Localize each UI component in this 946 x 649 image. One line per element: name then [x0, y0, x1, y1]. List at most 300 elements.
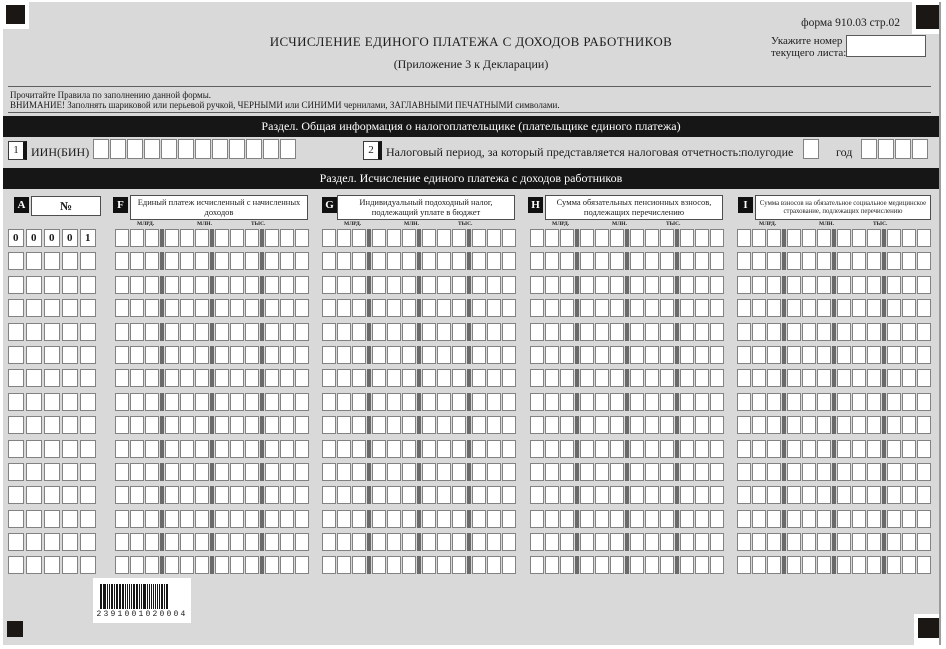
- digit-cell[interactable]: [710, 369, 724, 387]
- digit-cell[interactable]: [387, 533, 401, 551]
- digit-cell[interactable]: [62, 440, 78, 458]
- digit-cell[interactable]: [487, 369, 501, 387]
- digit-cell[interactable]: [710, 299, 724, 317]
- digit-cell[interactable]: [295, 346, 309, 364]
- digit-cell[interactable]: [912, 139, 928, 159]
- digit-cell[interactable]: [372, 323, 386, 341]
- digit-cell[interactable]: [837, 416, 851, 434]
- digit-cell[interactable]: [560, 299, 574, 317]
- digit-cell[interactable]: [680, 252, 694, 270]
- digit-cell[interactable]: [852, 299, 866, 317]
- digit-cell[interactable]: [902, 276, 916, 294]
- digit-cell[interactable]: [767, 346, 781, 364]
- digit-cell[interactable]: [610, 463, 624, 481]
- digit-cell[interactable]: [737, 346, 751, 364]
- digit-cell[interactable]: [660, 440, 674, 458]
- digit-cell[interactable]: [422, 369, 436, 387]
- digit-cell[interactable]: [322, 533, 336, 551]
- digit-cell[interactable]: [852, 463, 866, 481]
- digit-cell[interactable]: [352, 486, 366, 504]
- digit-cell[interactable]: [645, 393, 659, 411]
- digit-cell[interactable]: [62, 393, 78, 411]
- digit-cell[interactable]: [545, 556, 559, 574]
- digit-cell[interactable]: [422, 440, 436, 458]
- digit-cell[interactable]: [195, 533, 209, 551]
- digit-cell[interactable]: [230, 369, 244, 387]
- digit-cell[interactable]: [560, 346, 574, 364]
- digit-cell[interactable]: [44, 416, 60, 434]
- digit-cell[interactable]: [837, 486, 851, 504]
- digit-cell[interactable]: [767, 393, 781, 411]
- digit-cell[interactable]: [752, 416, 766, 434]
- digit-cell[interactable]: [337, 463, 351, 481]
- digit-cell[interactable]: [115, 299, 129, 317]
- digit-cell[interactable]: [630, 440, 644, 458]
- digit-cell[interactable]: [230, 346, 244, 364]
- digit-cell[interactable]: [502, 252, 516, 270]
- digit-cell[interactable]: [645, 323, 659, 341]
- digit-cell[interactable]: [115, 229, 129, 247]
- digit-cell[interactable]: [180, 486, 194, 504]
- digit-cell[interactable]: [737, 369, 751, 387]
- digit-cell[interactable]: [630, 393, 644, 411]
- digit-cell[interactable]: [867, 556, 881, 574]
- digit-cell[interactable]: [695, 533, 709, 551]
- digit-cell[interactable]: [710, 229, 724, 247]
- digit-cell[interactable]: [502, 533, 516, 551]
- digit-cell[interactable]: [195, 229, 209, 247]
- digit-cell[interactable]: [502, 299, 516, 317]
- digit-cell[interactable]: [502, 486, 516, 504]
- digit-cell[interactable]: [630, 416, 644, 434]
- digit-cell[interactable]: [887, 252, 901, 270]
- digit-cell[interactable]: [26, 252, 42, 270]
- digit-cell[interactable]: [93, 139, 109, 159]
- digit-cell[interactable]: [26, 393, 42, 411]
- digit-cell[interactable]: [422, 252, 436, 270]
- digit-cell[interactable]: 0: [26, 229, 42, 247]
- digit-cell[interactable]: [530, 556, 544, 574]
- digit-cell[interactable]: [295, 276, 309, 294]
- digit-cell[interactable]: [437, 510, 451, 528]
- digit-cell[interactable]: [145, 323, 159, 341]
- digit-cell[interactable]: [422, 323, 436, 341]
- digit-cell[interactable]: [452, 346, 466, 364]
- digit-cell[interactable]: 1: [80, 229, 96, 247]
- digit-cell[interactable]: [44, 486, 60, 504]
- digit-cell[interactable]: [115, 346, 129, 364]
- digit-cell[interactable]: [80, 440, 96, 458]
- digit-cell[interactable]: [402, 533, 416, 551]
- digit-cell[interactable]: [8, 369, 24, 387]
- digit-cell[interactable]: [852, 486, 866, 504]
- digit-cell[interactable]: [437, 229, 451, 247]
- digit-cell[interactable]: [230, 416, 244, 434]
- digit-cell[interactable]: [295, 369, 309, 387]
- digit-cell[interactable]: [437, 252, 451, 270]
- digit-cell[interactable]: [787, 440, 801, 458]
- digit-cell[interactable]: [215, 299, 229, 317]
- digit-cell[interactable]: [545, 440, 559, 458]
- digit-cell[interactable]: [710, 440, 724, 458]
- digit-cell[interactable]: [472, 393, 486, 411]
- digit-cell[interactable]: [245, 229, 259, 247]
- digit-cell[interactable]: [180, 463, 194, 481]
- digit-cell[interactable]: [817, 510, 831, 528]
- digit-cell[interactable]: [322, 416, 336, 434]
- digit-cell[interactable]: [595, 416, 609, 434]
- digit-cell[interactable]: [180, 346, 194, 364]
- digit-cell[interactable]: [352, 346, 366, 364]
- digit-cell[interactable]: [852, 533, 866, 551]
- digit-cell[interactable]: [437, 323, 451, 341]
- digit-cell[interactable]: [595, 440, 609, 458]
- digit-cell[interactable]: [195, 299, 209, 317]
- digit-cell[interactable]: [195, 556, 209, 574]
- digit-cell[interactable]: [502, 416, 516, 434]
- digit-cell[interactable]: [737, 299, 751, 317]
- digit-cell[interactable]: [115, 463, 129, 481]
- digit-cell[interactable]: [62, 346, 78, 364]
- digit-cell[interactable]: [165, 463, 179, 481]
- digit-cell[interactable]: [752, 533, 766, 551]
- digit-cell[interactable]: [530, 346, 544, 364]
- digit-cell[interactable]: [165, 252, 179, 270]
- digit-cell[interactable]: [695, 252, 709, 270]
- digit-cell[interactable]: [372, 229, 386, 247]
- digit-cell[interactable]: [802, 463, 816, 481]
- digit-cell[interactable]: [8, 510, 24, 528]
- digit-cell[interactable]: [530, 229, 544, 247]
- digit-cell[interactable]: [917, 416, 931, 434]
- digit-cell[interactable]: [802, 299, 816, 317]
- digit-cell[interactable]: [680, 556, 694, 574]
- digit-cell[interactable]: [710, 346, 724, 364]
- digit-cell[interactable]: [337, 533, 351, 551]
- digit-cell[interactable]: [787, 276, 801, 294]
- digit-cell[interactable]: [710, 252, 724, 270]
- digit-cell[interactable]: [752, 510, 766, 528]
- digit-cell[interactable]: [695, 346, 709, 364]
- digit-cell[interactable]: [752, 346, 766, 364]
- digit-cell[interactable]: [26, 463, 42, 481]
- digit-cell[interactable]: [787, 533, 801, 551]
- digit-cell[interactable]: [230, 299, 244, 317]
- digit-cell[interactable]: [917, 533, 931, 551]
- digit-cell[interactable]: [595, 463, 609, 481]
- digit-cell[interactable]: [710, 510, 724, 528]
- digit-cell[interactable]: [180, 416, 194, 434]
- digit-cell[interactable]: [230, 276, 244, 294]
- digit-cell[interactable]: [487, 440, 501, 458]
- digit-cell[interactable]: [560, 393, 574, 411]
- digit-cell[interactable]: [502, 323, 516, 341]
- digit-cell[interactable]: [422, 346, 436, 364]
- digit-cell[interactable]: [280, 276, 294, 294]
- digit-cell[interactable]: [560, 440, 574, 458]
- digit-cell[interactable]: [145, 533, 159, 551]
- digit-cell[interactable]: [767, 556, 781, 574]
- digit-cell[interactable]: [145, 556, 159, 574]
- digit-cell[interactable]: [145, 369, 159, 387]
- digit-cell[interactable]: [817, 346, 831, 364]
- digit-cell[interactable]: [322, 369, 336, 387]
- digit-cell[interactable]: [545, 393, 559, 411]
- digit-cell[interactable]: [402, 416, 416, 434]
- digit-cell[interactable]: [787, 252, 801, 270]
- digit-cell[interactable]: [645, 229, 659, 247]
- digit-cell[interactable]: [280, 323, 294, 341]
- digit-cell[interactable]: [145, 252, 159, 270]
- digit-cell[interactable]: [695, 369, 709, 387]
- digit-cell[interactable]: [630, 486, 644, 504]
- digit-cell[interactable]: [230, 229, 244, 247]
- digit-cell[interactable]: [452, 369, 466, 387]
- digit-cell[interactable]: [610, 252, 624, 270]
- digit-cell[interactable]: [422, 510, 436, 528]
- digit-cell[interactable]: [145, 416, 159, 434]
- digit-cell[interactable]: [8, 486, 24, 504]
- digit-cell[interactable]: [80, 556, 96, 574]
- digit-cell[interactable]: [545, 533, 559, 551]
- digit-cell[interactable]: [115, 440, 129, 458]
- digit-cell[interactable]: [372, 463, 386, 481]
- digit-cell[interactable]: [560, 556, 574, 574]
- digit-cell[interactable]: [215, 416, 229, 434]
- digit-cell[interactable]: [437, 393, 451, 411]
- digit-cell[interactable]: [352, 533, 366, 551]
- digit-cell[interactable]: [803, 139, 819, 159]
- digit-cell[interactable]: [837, 556, 851, 574]
- digit-cell[interactable]: [917, 346, 931, 364]
- digit-cell[interactable]: [737, 229, 751, 247]
- digit-cell[interactable]: [280, 556, 294, 574]
- digit-cell[interactable]: [295, 252, 309, 270]
- digit-cell[interactable]: [62, 486, 78, 504]
- digit-cell[interactable]: [8, 299, 24, 317]
- digit-cell[interactable]: [215, 229, 229, 247]
- digit-cell[interactable]: [280, 369, 294, 387]
- digit-cell[interactable]: [80, 369, 96, 387]
- digit-cell[interactable]: [372, 556, 386, 574]
- digit-cell[interactable]: [337, 229, 351, 247]
- digit-cell[interactable]: [245, 510, 259, 528]
- digit-cell[interactable]: [902, 252, 916, 270]
- digit-cell[interactable]: [437, 276, 451, 294]
- digit-cell[interactable]: [487, 416, 501, 434]
- digit-cell[interactable]: [837, 299, 851, 317]
- digit-cell[interactable]: [887, 369, 901, 387]
- digit-cell[interactable]: [767, 299, 781, 317]
- digit-cell[interactable]: [487, 510, 501, 528]
- digit-cell[interactable]: [472, 463, 486, 481]
- digit-cell[interactable]: [230, 556, 244, 574]
- digit-cell[interactable]: [8, 463, 24, 481]
- digit-cell[interactable]: [917, 276, 931, 294]
- digit-cell[interactable]: [502, 440, 516, 458]
- digit-cell[interactable]: [472, 533, 486, 551]
- digit-cell[interactable]: [215, 440, 229, 458]
- digit-cell[interactable]: [402, 299, 416, 317]
- digit-cell[interactable]: [502, 276, 516, 294]
- digit-cell[interactable]: [752, 323, 766, 341]
- digit-cell[interactable]: [645, 533, 659, 551]
- digit-cell[interactable]: [580, 252, 594, 270]
- digit-cell[interactable]: [902, 323, 916, 341]
- digit-cell[interactable]: [737, 556, 751, 574]
- digit-cell[interactable]: [502, 369, 516, 387]
- digit-cell[interactable]: [215, 510, 229, 528]
- digit-cell[interactable]: [44, 276, 60, 294]
- digit-cell[interactable]: [422, 276, 436, 294]
- digit-cell[interactable]: [26, 299, 42, 317]
- digit-cell[interactable]: [737, 463, 751, 481]
- digit-cell[interactable]: [580, 510, 594, 528]
- digit-cell[interactable]: [902, 486, 916, 504]
- digit-cell[interactable]: [195, 416, 209, 434]
- digit-cell[interactable]: [337, 252, 351, 270]
- digit-cell[interactable]: [437, 299, 451, 317]
- digit-cell[interactable]: [322, 229, 336, 247]
- digit-cell[interactable]: [130, 252, 144, 270]
- digit-cell[interactable]: [265, 229, 279, 247]
- digit-cell[interactable]: [245, 416, 259, 434]
- digit-cell[interactable]: [80, 323, 96, 341]
- digit-cell[interactable]: [887, 393, 901, 411]
- digit-cell[interactable]: [372, 533, 386, 551]
- digit-cell[interactable]: [26, 440, 42, 458]
- digit-cell[interactable]: [472, 486, 486, 504]
- digit-cell[interactable]: [212, 139, 228, 159]
- digit-cell[interactable]: [245, 486, 259, 504]
- digit-cell[interactable]: [752, 486, 766, 504]
- digit-cell[interactable]: [817, 556, 831, 574]
- digit-cell[interactable]: [195, 252, 209, 270]
- digit-cell[interactable]: [337, 299, 351, 317]
- digit-cell[interactable]: [130, 346, 144, 364]
- digit-cell[interactable]: [595, 323, 609, 341]
- digit-cell[interactable]: [610, 346, 624, 364]
- digit-cell[interactable]: [230, 252, 244, 270]
- digit-cell[interactable]: [452, 393, 466, 411]
- digit-cell[interactable]: [161, 139, 177, 159]
- digit-cell[interactable]: [917, 393, 931, 411]
- digit-cell[interactable]: [837, 463, 851, 481]
- digit-cell[interactable]: [437, 369, 451, 387]
- digit-cell[interactable]: [710, 393, 724, 411]
- digit-cell[interactable]: [867, 463, 881, 481]
- digit-cell[interactable]: [215, 369, 229, 387]
- digit-cell[interactable]: [195, 323, 209, 341]
- digit-cell[interactable]: [610, 393, 624, 411]
- digit-cell[interactable]: [115, 486, 129, 504]
- digit-cell[interactable]: [215, 252, 229, 270]
- digit-cell[interactable]: [680, 393, 694, 411]
- digit-cell[interactable]: [452, 323, 466, 341]
- digit-cell[interactable]: [265, 369, 279, 387]
- digit-cell[interactable]: [710, 463, 724, 481]
- digit-cell[interactable]: [387, 440, 401, 458]
- digit-cell[interactable]: [402, 252, 416, 270]
- digit-cell[interactable]: [917, 440, 931, 458]
- digit-cell[interactable]: [580, 556, 594, 574]
- digit-cell[interactable]: [887, 346, 901, 364]
- digit-cell[interactable]: [630, 323, 644, 341]
- digit-cell[interactable]: [787, 510, 801, 528]
- digit-cell[interactable]: [595, 346, 609, 364]
- digit-cell[interactable]: [502, 393, 516, 411]
- digit-cell[interactable]: [422, 533, 436, 551]
- digit-cell[interactable]: [767, 486, 781, 504]
- digit-cell[interactable]: 0: [62, 229, 78, 247]
- digit-cell[interactable]: [545, 416, 559, 434]
- digit-cell[interactable]: [472, 556, 486, 574]
- digit-cell[interactable]: [595, 533, 609, 551]
- digit-cell[interactable]: [280, 510, 294, 528]
- digit-cell[interactable]: [265, 252, 279, 270]
- digit-cell[interactable]: [530, 533, 544, 551]
- digit-cell[interactable]: [580, 299, 594, 317]
- digit-cell[interactable]: [595, 556, 609, 574]
- digit-cell[interactable]: [530, 486, 544, 504]
- digit-cell[interactable]: [372, 276, 386, 294]
- digit-cell[interactable]: [580, 393, 594, 411]
- digit-cell[interactable]: [337, 346, 351, 364]
- digit-cell[interactable]: [767, 229, 781, 247]
- digit-cell[interactable]: [352, 323, 366, 341]
- digit-cell[interactable]: [867, 229, 881, 247]
- digit-cell[interactable]: [867, 346, 881, 364]
- digit-cell[interactable]: [80, 463, 96, 481]
- digit-cell[interactable]: [645, 440, 659, 458]
- digit-cell[interactable]: [530, 299, 544, 317]
- digit-cell[interactable]: [422, 463, 436, 481]
- digit-cell[interactable]: [610, 276, 624, 294]
- digit-cell[interactable]: [767, 510, 781, 528]
- digit-cell[interactable]: [752, 299, 766, 317]
- digit-cell[interactable]: [422, 299, 436, 317]
- digit-cell[interactable]: [472, 510, 486, 528]
- digit-cell[interactable]: [545, 510, 559, 528]
- digit-cell[interactable]: [560, 369, 574, 387]
- digit-cell[interactable]: [817, 486, 831, 504]
- digit-cell[interactable]: [852, 510, 866, 528]
- digit-cell[interactable]: [130, 393, 144, 411]
- digit-cell[interactable]: [630, 463, 644, 481]
- digit-cell[interactable]: [902, 229, 916, 247]
- digit-cell[interactable]: [115, 393, 129, 411]
- digit-cell[interactable]: [767, 416, 781, 434]
- digit-cell[interactable]: [178, 139, 194, 159]
- digit-cell[interactable]: [852, 556, 866, 574]
- digit-cell[interactable]: [837, 323, 851, 341]
- digit-cell[interactable]: [580, 323, 594, 341]
- digit-cell[interactable]: [902, 299, 916, 317]
- digit-cell[interactable]: [352, 276, 366, 294]
- digit-cell[interactable]: [917, 510, 931, 528]
- digit-cell[interactable]: [8, 276, 24, 294]
- digit-cell[interactable]: [452, 486, 466, 504]
- digit-cell[interactable]: [337, 510, 351, 528]
- digit-cell[interactable]: [115, 510, 129, 528]
- digit-cell[interactable]: [452, 556, 466, 574]
- digit-cell[interactable]: [710, 486, 724, 504]
- digit-cell[interactable]: [580, 369, 594, 387]
- digit-cell[interactable]: [680, 440, 694, 458]
- digit-cell[interactable]: [817, 440, 831, 458]
- digit-cell[interactable]: [737, 533, 751, 551]
- digit-cell[interactable]: [337, 276, 351, 294]
